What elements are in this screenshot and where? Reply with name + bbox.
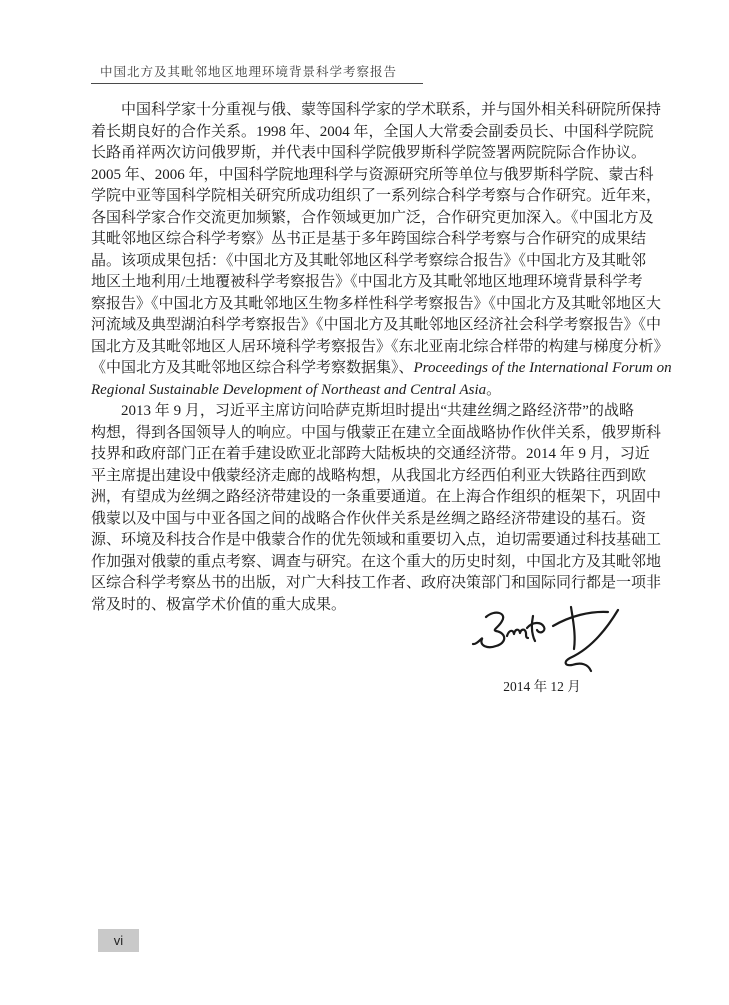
text-line: 长路甬祥两次访问俄罗斯，并代表中国科学院俄罗斯科学院签署两院院际合作协议。 <box>91 145 647 161</box>
date-line: 2014 年 12 月 <box>503 679 581 694</box>
text-line: 察报告》《中国北方及其毗邻地区生物多样性科学考察报告》《中国北方及其毗邻地区大 <box>91 295 662 312</box>
text-line: Regional Sustainable Development of Northeast and Central Asia。 <box>91 381 502 398</box>
page-number-badge <box>98 929 139 952</box>
text-line: 地区土地利用/土地覆被科学考察报告》《中国北方及其毗邻地区地理环境背景科学考 <box>91 274 643 290</box>
running-header-title: 中国北方及其毗邻地区地理环境背景科学考察报告 <box>100 65 398 79</box>
text-line: 构想，得到各国领导人的响应。中国与俄蒙正在建立全面战略协作伙伴关系，俄罗斯科 <box>91 424 662 441</box>
text-line: 2005 年、2006 年，中国科学院地理科学与资源研究所等单位与俄罗斯科学院、蒙古科 <box>91 166 654 183</box>
body-text <box>91 100 672 616</box>
text-line: 技界和政府部门正在着手建设欧亚北部跨大陆板块的交通经济带。2014 年 9 月，习近 <box>91 446 650 462</box>
text-line: 河流域及典型湖泊科学考察报告》《中国北方及其毗邻地区经济社会科学考察报告》《中 <box>91 317 662 333</box>
text-line: 作加强对俄蒙的重点考察、调查与研究。在这个重大的历史时刻，中国北方及其毗邻地 <box>91 553 662 570</box>
text-line: 平主席提出建设中俄蒙经济走廊的战略构想，从我国北方经西伯利亚大铁路往西到欧 <box>91 467 647 484</box>
running-header <box>91 64 423 84</box>
signature-strokes <box>455 600 625 680</box>
text-line: 各国科学家合作交流更加频繁，合作领域更加广泛，合作研究更加深入。《中国北方及 <box>91 209 654 226</box>
text-line: 学院中亚等国科学院相关研究所成功组织了一系列综合科学考察与合作研究。近年来， <box>91 188 662 204</box>
text-line: 其毗邻地区综合科学考察》丛书正是基于多年跨国综合科学考察与合作研究的成果结 <box>91 231 647 247</box>
text-line: 着长期良好的合作关系。1998 年、2004 年，全国人大常委会副委员长、中国科学院院 <box>91 123 654 140</box>
text-line: 2013 年 9 月，习近平主席访问哈萨克斯坦时提出“共建丝绸之路经济带”的战略 <box>121 403 634 419</box>
page-number-label: vi <box>113 933 124 948</box>
text-line: 晶。该项成果包括：《中国北方及其毗邻地区科学考察综合报告》《中国北方及其毗邻 <box>91 252 647 269</box>
signature-image <box>455 600 625 680</box>
text-line: 洲，有望成为丝绸之路经济带建设的一条重要通道。在上海合作组织的框架下，巩固中 <box>91 489 662 505</box>
text-line: 常及时的、极富学术价值的重大成果。 <box>91 596 347 613</box>
text-line: 区综合科学考察丛书的出版，对广大科技工作者、政府决策部门和国际同行都是一项非 <box>91 575 662 591</box>
text-line: 《中国北方及其毗邻地区综合科学考察数据集》、Proceedings of the International Forum on <box>91 360 672 376</box>
text-line: 中国科学家十分重视与俄、蒙等国科学家的学术联系，并与国外相关科研院所保持 <box>121 102 662 118</box>
text-line: 国北方及其毗邻地区人居环境科学考察报告》《东北亚南北综合样带的构建与梯度分析》 <box>91 338 669 355</box>
text-line: 俄蒙以及中国与中亚各国之间的战略合作伙伴关系是丝绸之路经济带建设的基石。资 <box>91 510 647 527</box>
text-line: 源、环境及科技合作是中俄蒙合作的优先领域和重要切入点，迫切需要通过科技基础工 <box>91 532 662 548</box>
